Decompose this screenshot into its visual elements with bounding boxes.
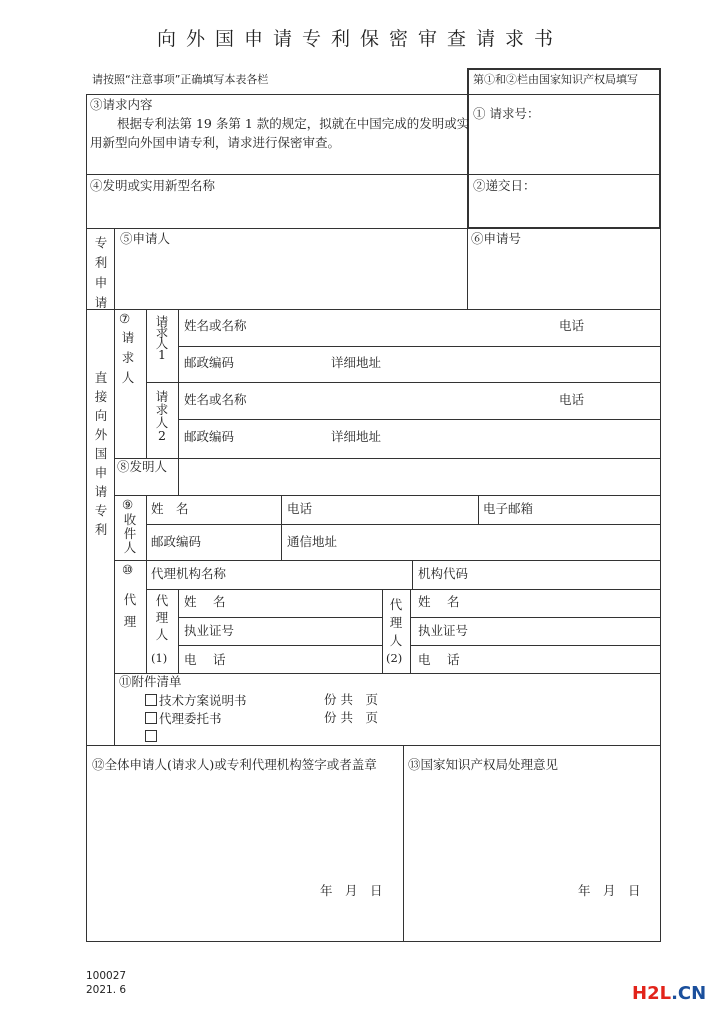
requester-1-name-field[interactable]: 姓名或名称 <box>184 318 247 333</box>
divider <box>86 174 661 175</box>
agent-1-label: 代理人 <box>155 593 169 642</box>
requester-2-postal-field[interactable]: 邮政编码 <box>184 429 235 444</box>
requester-2-phone-field[interactable]: 电话 <box>559 392 585 407</box>
recipient-label: 收件人 <box>123 512 137 555</box>
requester-2-label: 请求人2 <box>155 389 169 443</box>
divider <box>146 309 147 458</box>
attachment-item-2[interactable] <box>145 712 222 726</box>
divider <box>114 495 661 496</box>
attachment-item-3[interactable] <box>145 730 159 744</box>
attachment-item-1[interactable] <box>145 694 247 708</box>
divider <box>114 228 115 309</box>
requester-1-label: 请求人1 <box>155 314 169 362</box>
direct-foreign-application-label: 直接向外国申请专利 <box>94 370 108 537</box>
attachment-item-2-count[interactable]: 份 共 页 <box>324 710 378 725</box>
agent-1-license-field[interactable]: 执业证号 <box>184 623 235 638</box>
submission-date-field[interactable]: ②递交日： <box>473 178 536 193</box>
requester-label: 请求人 <box>121 330 135 385</box>
fill-instruction: 请按照“注意事项”正确填写本表各栏 <box>92 73 269 86</box>
attachment-item-1-count[interactable]: 份 共 页 <box>324 692 378 707</box>
office-opinion-date[interactable]: 年 月 日 <box>578 883 641 898</box>
divider <box>467 228 468 309</box>
agency-name-field[interactable]: 代理机构名称 <box>151 566 227 581</box>
recipient-address-field[interactable]: 通信地址 <box>287 534 338 549</box>
office-opinion-label: ⑬国家知识产权局处理意见 <box>408 757 559 772</box>
request-content-label: ③请求内容 <box>90 97 153 112</box>
watermark-h2l: H2L <box>632 983 672 1004</box>
agent-1-phone-field[interactable]: 电 话 <box>184 652 226 667</box>
agency-code-field[interactable]: 机构代码 <box>418 566 469 581</box>
application-number-field[interactable]: ⑥申请号 <box>471 231 522 246</box>
divider <box>382 589 383 673</box>
divider <box>178 309 179 495</box>
patent-application-label: 专利申请 <box>94 235 108 310</box>
divider <box>178 346 661 347</box>
agent-2-name-field[interactable]: 姓 名 <box>418 594 460 609</box>
requester-2-name-field[interactable]: 姓名或名称 <box>184 392 247 407</box>
section-9-number: ⑨ <box>122 497 134 512</box>
agent-1-number: (1) <box>151 651 168 665</box>
form-table <box>86 94 661 942</box>
requester-1-postal-field[interactable]: 邮政编码 <box>184 355 235 370</box>
divider <box>178 419 661 420</box>
divider <box>146 524 661 525</box>
requester-1-phone-field[interactable]: 电话 <box>559 318 585 333</box>
requester-1-address-field[interactable]: 详细地址 <box>331 355 382 370</box>
divider <box>403 745 404 942</box>
checkbox[interactable] <box>145 730 157 742</box>
recipient-name-field[interactable]: 姓 名 <box>151 501 189 516</box>
divider <box>178 589 179 673</box>
signature-seal-label: ⑫全体申请人(请求人)或专利代理机构签字或者盖章 <box>92 757 377 772</box>
attachment-item-1-label: 技术方案说明书 <box>159 693 247 708</box>
agent-2-phone-field[interactable]: 电 话 <box>418 652 460 667</box>
agent-2-label: 代理人 <box>389 597 403 648</box>
divider <box>410 645 661 646</box>
attachment-item-2-label: 代理委托书 <box>159 711 222 726</box>
recipient-email-field[interactable]: 电子邮箱 <box>483 501 534 516</box>
divider <box>467 94 661 95</box>
checkbox[interactable] <box>145 694 157 706</box>
request-content-text-2: 用新型向外国申请专利，请求进行保密审查。 <box>90 135 341 150</box>
divider <box>86 309 661 310</box>
divider <box>114 673 661 674</box>
divider <box>146 382 661 383</box>
section-10-number: ⑩ <box>122 562 134 577</box>
divider <box>178 645 382 646</box>
divider <box>412 560 413 589</box>
divider <box>86 745 661 746</box>
requester-2-address-field[interactable]: 详细地址 <box>331 429 382 444</box>
divider <box>86 94 467 95</box>
signature-date[interactable]: 年 月 日 <box>320 883 383 898</box>
form-version: 2021. 6 <box>86 984 127 996</box>
divider <box>478 495 479 524</box>
recipient-postal-field[interactable]: 邮政编码 <box>151 534 202 549</box>
divider <box>410 589 411 673</box>
office-use-note: 第①和②栏由国家知识产权局填写 <box>473 73 638 86</box>
agency-label: 代理 <box>123 592 137 629</box>
watermark-cn: .CN <box>671 983 707 1004</box>
divider <box>146 495 147 673</box>
divider <box>86 228 661 229</box>
divider <box>281 495 282 560</box>
divider <box>146 589 661 590</box>
h2l-watermark-logo <box>632 985 706 1003</box>
divider <box>114 458 661 459</box>
agent-2-number: (2) <box>386 651 403 665</box>
form-title: 向外国申请专利保密审查请求书 <box>156 28 563 50</box>
divider <box>178 617 382 618</box>
form-code: 100027 <box>86 970 127 982</box>
agent-1-name-field[interactable]: 姓 名 <box>184 594 226 609</box>
applicant-field[interactable]: ⑤申请人 <box>120 231 171 246</box>
divider <box>410 617 661 618</box>
checkbox[interactable] <box>145 712 157 724</box>
divider <box>114 560 661 561</box>
divider <box>114 309 115 745</box>
inventor-field[interactable]: ⑧发明人 <box>117 459 168 474</box>
request-number-field[interactable]: ① 请求号： <box>473 106 540 121</box>
section-7-number: ⑦ <box>119 311 131 326</box>
invention-name-field[interactable]: ④发明或实用新型名称 <box>90 178 216 193</box>
attachment-list-label: ⑪附件清单 <box>119 674 182 689</box>
recipient-phone-field[interactable]: 电话 <box>287 501 313 516</box>
agent-2-license-field[interactable]: 执业证号 <box>418 623 469 638</box>
request-content-text-1: 根据专利法第 19 条第 1 款的规定，拟就在中国完成的发明或实 <box>117 116 470 131</box>
